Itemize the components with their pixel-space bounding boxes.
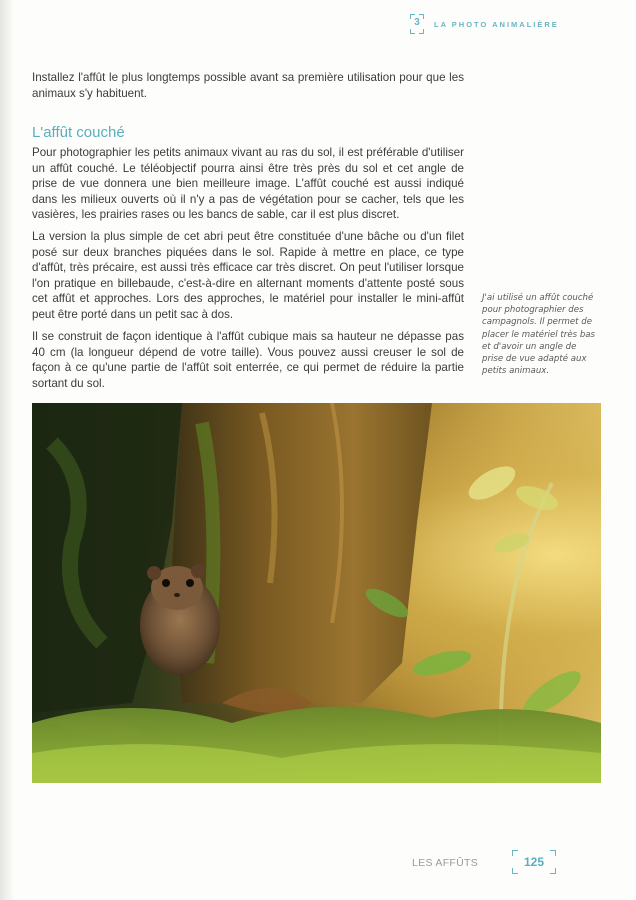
chapter-number-box [410,14,424,34]
intro-paragraph: Installez l'affût le plus longtemps possible avant sa première utilisation pour que les animaux s'y habituent. [32,71,464,100]
footer-section-label: LES AFFÛTS [412,857,479,869]
section-heading: L'affût couché [32,124,125,141]
page-number: 125 [523,855,545,869]
chapter-number: 3 [414,17,420,28]
chapter-title: LA PHOTO ANIMALIÈRE [434,20,559,29]
section-paragraph-3: Il se construit de façon identique à l'affût cubique mais sa hauteur ne dépasse pas 40 cm (la longueur dépend de votre taille). Vous pouvez aussi creuser le sol de façon à ce qu'une partie de l'affût soit enterrée, ce qui permet de réduire la partie sortant du sol. [32,330,464,390]
section-paragraph-1: Pour photographier les petits animaux vivant au ras du sol, il est préférable d'utiliser un affût couché. Le téléobjectif pourra ainsi être très près du sol et cet angle de prise de vue donnera une bien meilleure image. L'affût couché est aussi indiqué dans les milieux ouverts où il n'y a pas de végétation pour se cacher, tels que les vasières, les prairies rases ou les bancs de sable, car il est plus discret. [32,146,464,222]
page-edge [0,0,14,900]
section-paragraph-2: La version la plus simple de cet abri peut être constituée d'une bâche ou d'un filet posé sur deux branches piquées dans le sol. Rapide à mettre en place, ce type d'affût, très précaire, est aussi très efficace car très discret. On peut l'utiliser lorsque l'on pratique en billebaude, c'est-à-dire en alternant moments d'attente posté sous cet affût et approches. Lors des approches, le matériel pour installer le mini-affût peut être porté dans un petit sac à dos. [32,230,464,321]
vole-photograph [32,403,601,783]
running-header [410,14,636,38]
photo-caption: J'ai utilisé un affût couché pour photographier des campagnols. Il permet de placer le matériel très bas et d'avoir un angle de prise de vue adapté aux petits animaux. [482,293,596,377]
page-number-box [512,850,556,874]
